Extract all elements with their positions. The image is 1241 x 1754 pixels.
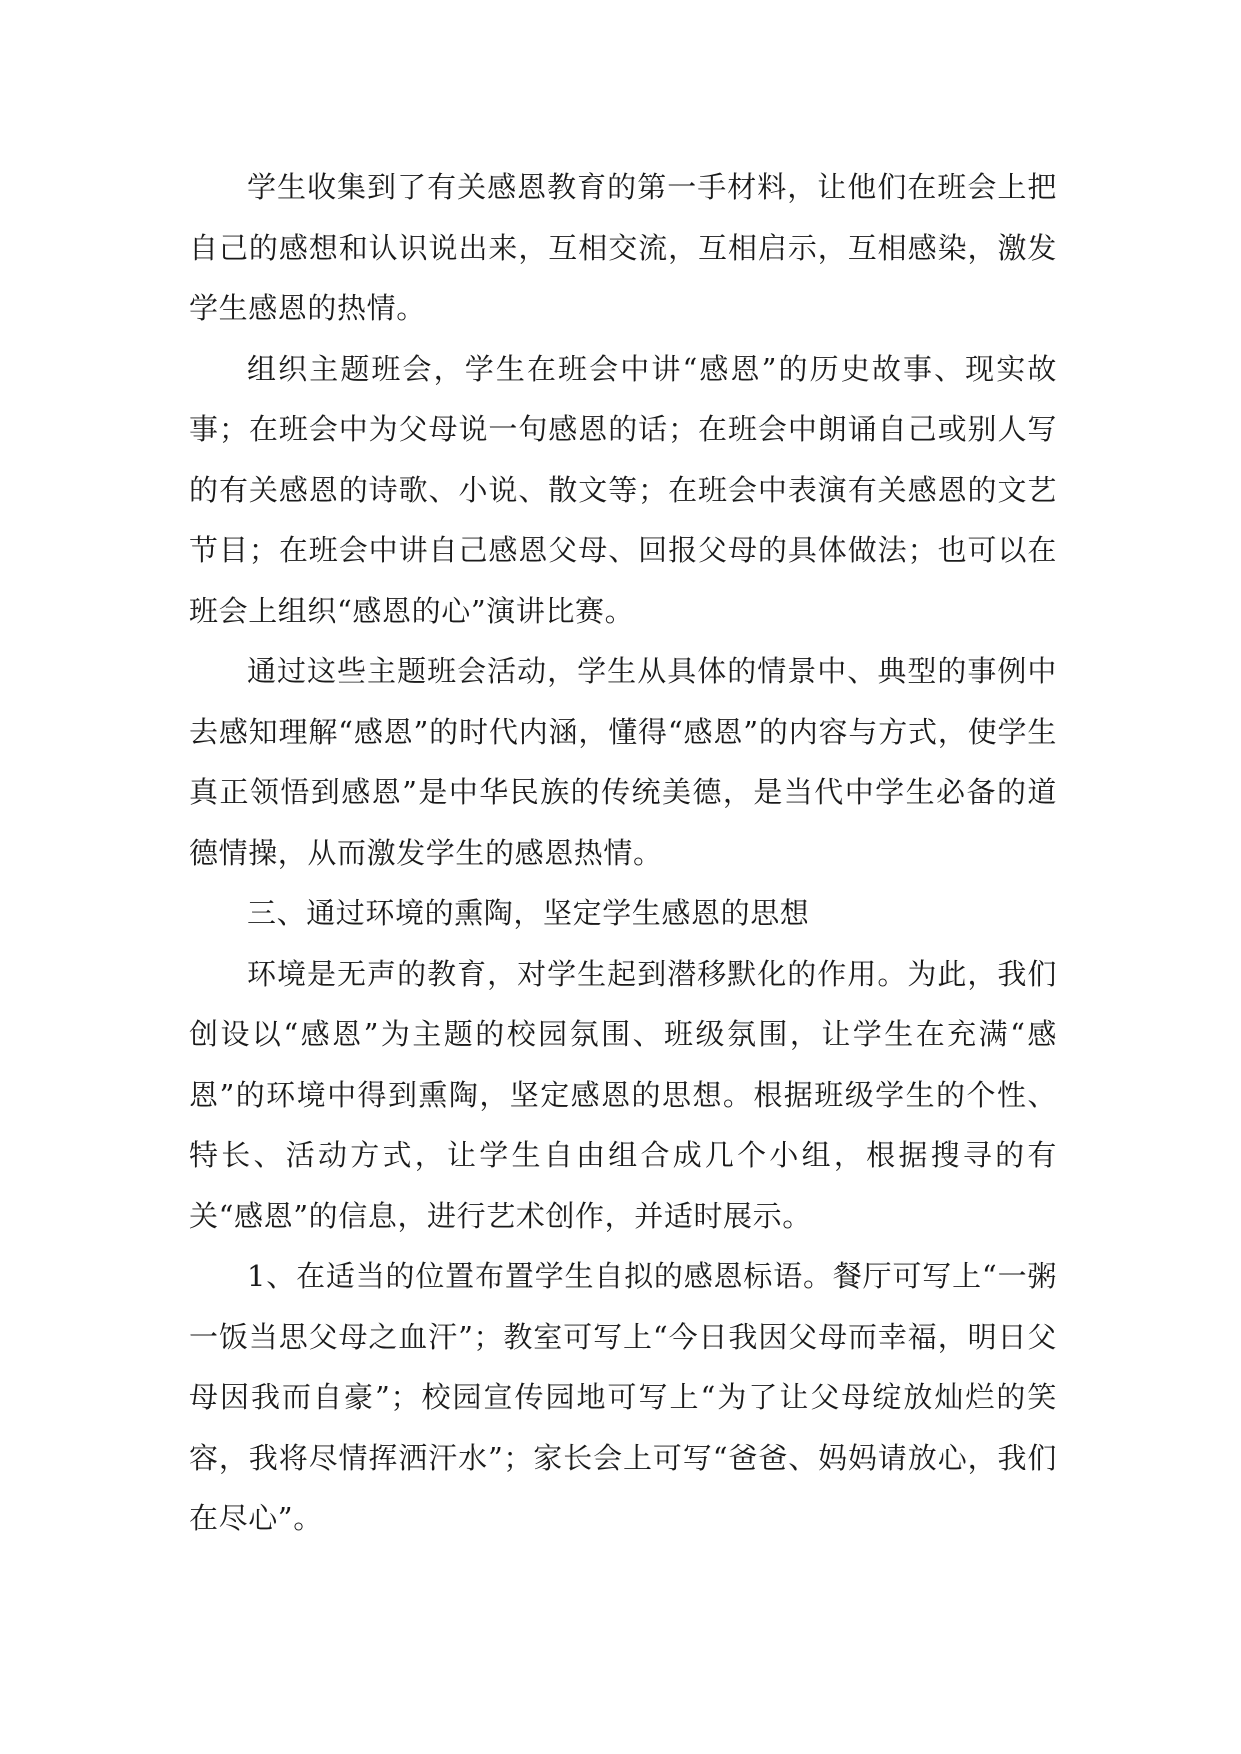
paragraph-feedback-exchange: 学生收集到了有关感恩教育的第一手材料，让他们在班会上把自己的感想和认识说出来，互相交流，互相启示，互相感染，激发学生感恩的热情。: [189, 170, 1057, 325]
paragraph-theme-class-meeting: 组织主题班会，学生在班会中讲“感恩”的历史故事、现实故事；在班会中为父母说一句感恩的话；在班会中朗诵自己或别人写的有关感恩的诗歌、小说、散文等；在班会中表演有关感恩的文艺节目；在班会中讲自己感恩父母、回报父母的具体做法；也可以在班会上组织“感恩的心”演讲比赛。: [189, 351, 1057, 628]
paragraph-environment-education: 环境是无声的教育，对学生起到潜移默化的作用。为此，我们创设以“感恩”为主题的校园氛围、班级氛围，让学生在充满“感恩”的环境中得到熏陶，坚定感恩的思想。根据班级学生的个性、特长、活动方式，让学生自由组合成几个小组，根据搜寻的有关“感恩”的信息，进行艺术创作，并适时展示。: [189, 956, 1057, 1233]
document-body: [189, 157, 1057, 1549]
paragraph-activity-outcome: 通过这些主题班会活动，学生从具体的情景中、典型的事例中去感知理解“感恩”的时代内涵，懂得“感恩”的内容与方式，使学生真正领悟到感恩”是中华民族的传统美德，是当代中学生必备的道德情操，从而激发学生的感恩热情。: [189, 654, 1057, 870]
section-heading-environment: 三、通过环境的熏陶，坚定学生感恩的思想: [247, 896, 810, 930]
paragraph-slogans: 1、在适当的位置布置学生自拟的感恩标语。餐厅可写上“一粥一饭当思父母之血汗”；教室可写上“今日我因父母而幸福，明日父母因我而自豪”；校园宣传园地可写上“为了让父母绽放灿烂的笑容，我将尽情挥洒汗水”；家长会上可写“爸爸、妈妈请放心，我们在尽心”。: [189, 1259, 1057, 1535]
